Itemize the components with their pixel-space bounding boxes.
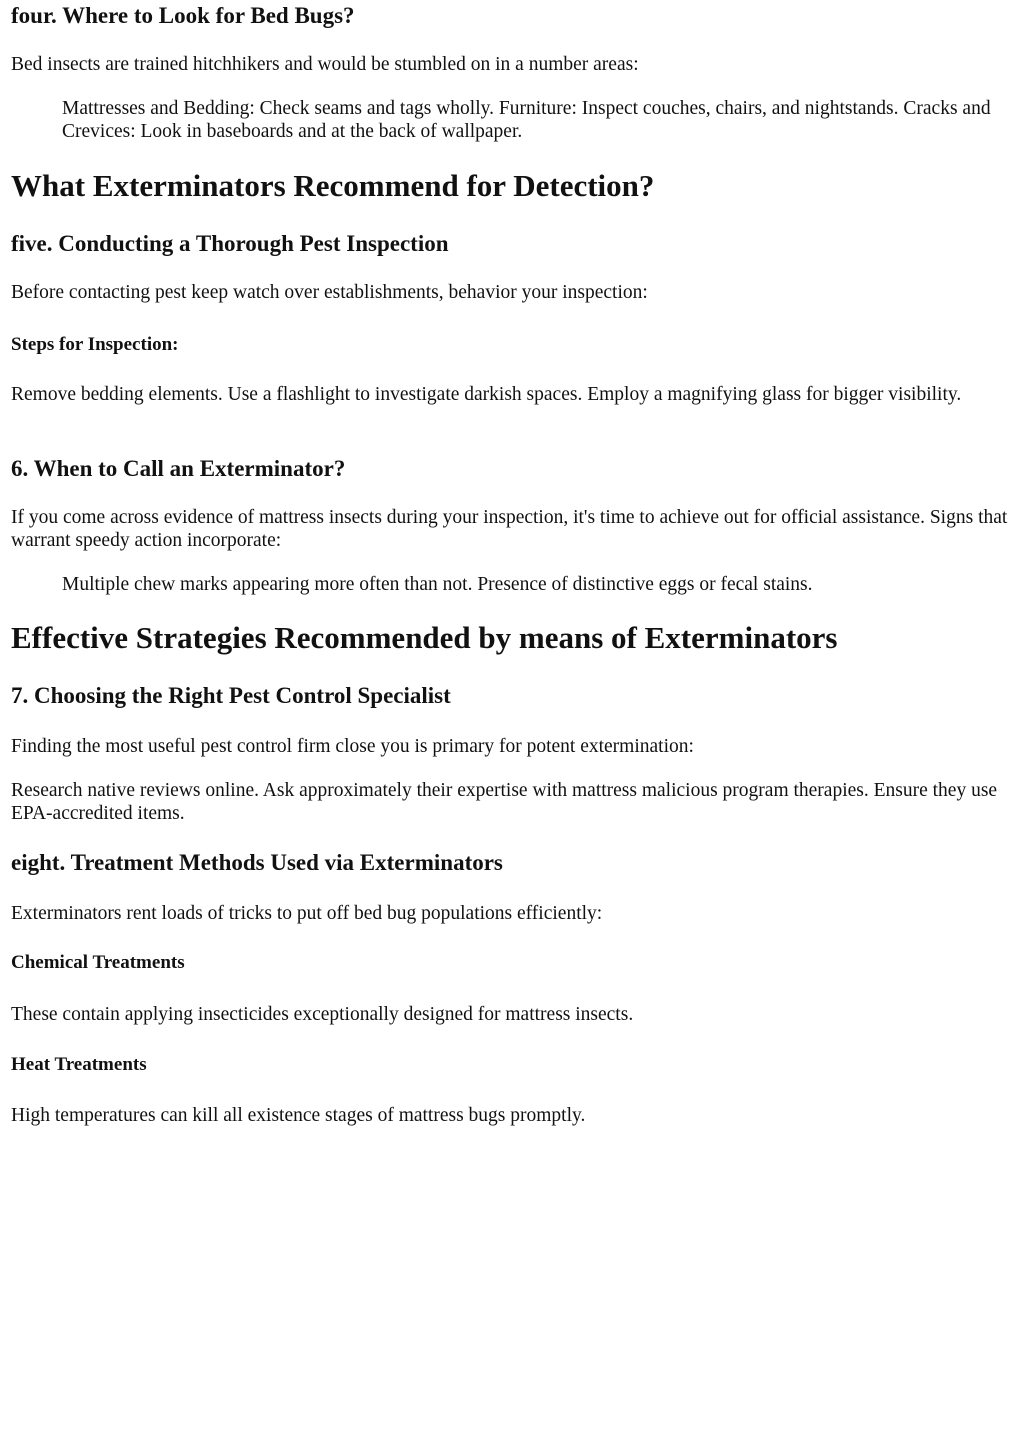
heat-treatments-text: High temperatures can kill all existence stages of mattress bugs promptly. [11,1105,586,1126]
section-4-heading: four. Where to Look for Bed Bugs? [11,3,355,28]
section-7-intro: Finding the most useful pest control firm close you is primary for potent extermination: [11,736,694,757]
section-7-text: Research native reviews online. Ask approximately their expertise with mattress malicious program therapies. Ensure they use EPA-accredited items. [11,780,998,824]
section-6-intro: If you come across evidence of mattress insects during your inspection, it's time to achieve out for official assistance. Signs that warrant speedy action incorporate: [11,507,1008,551]
chemical-treatments-heading: Chemical Treatments [11,952,185,973]
section-7-heading: 7. Choosing the Right Pest Control Specialist [11,683,451,708]
section-8-heading: eight. Treatment Methods Used via Exterminators [11,850,503,875]
section-4-blockquote: Mattresses and Bedding: Check seams and tags wholly. Furniture: Inspect couches, chairs, and nightstands. Cracks and Crevices: Look in baseboards and at the back of wallpaper. [62,98,991,142]
section-5-intro: Before contacting pest keep watch over establishments, behavior your inspection: [11,282,648,303]
section-6-blockquote: Multiple chew marks appearing more often than not. Presence of distinctive eggs or fecal stains. [62,574,813,595]
strategies-heading: Effective Strategies Recommended by means of Exterminators [11,620,838,655]
section-5-heading: five. Conducting a Thorough Pest Inspection [11,231,449,256]
steps-heading: Steps for Inspection: [11,334,179,355]
detection-heading: What Exterminators Recommend for Detection? [11,168,655,203]
chemical-treatments-text: These contain applying insecticides exceptionally designed for mattress insects. [11,1004,634,1025]
steps-text: Remove bedding elements. Use a flashlight to investigate darkish spaces. Employ a magnifying glass for bigger visibility. [11,384,962,405]
section-6-heading: 6. When to Call an Exterminator? [11,456,346,481]
section-8-intro: Exterminators rent loads of tricks to put off bed bug populations efficiently: [11,903,603,924]
heat-treatments-heading: Heat Treatments [11,1054,147,1075]
section-4-intro: Bed insects are trained hitchhikers and would be stumbled on in a number areas: [11,54,639,75]
